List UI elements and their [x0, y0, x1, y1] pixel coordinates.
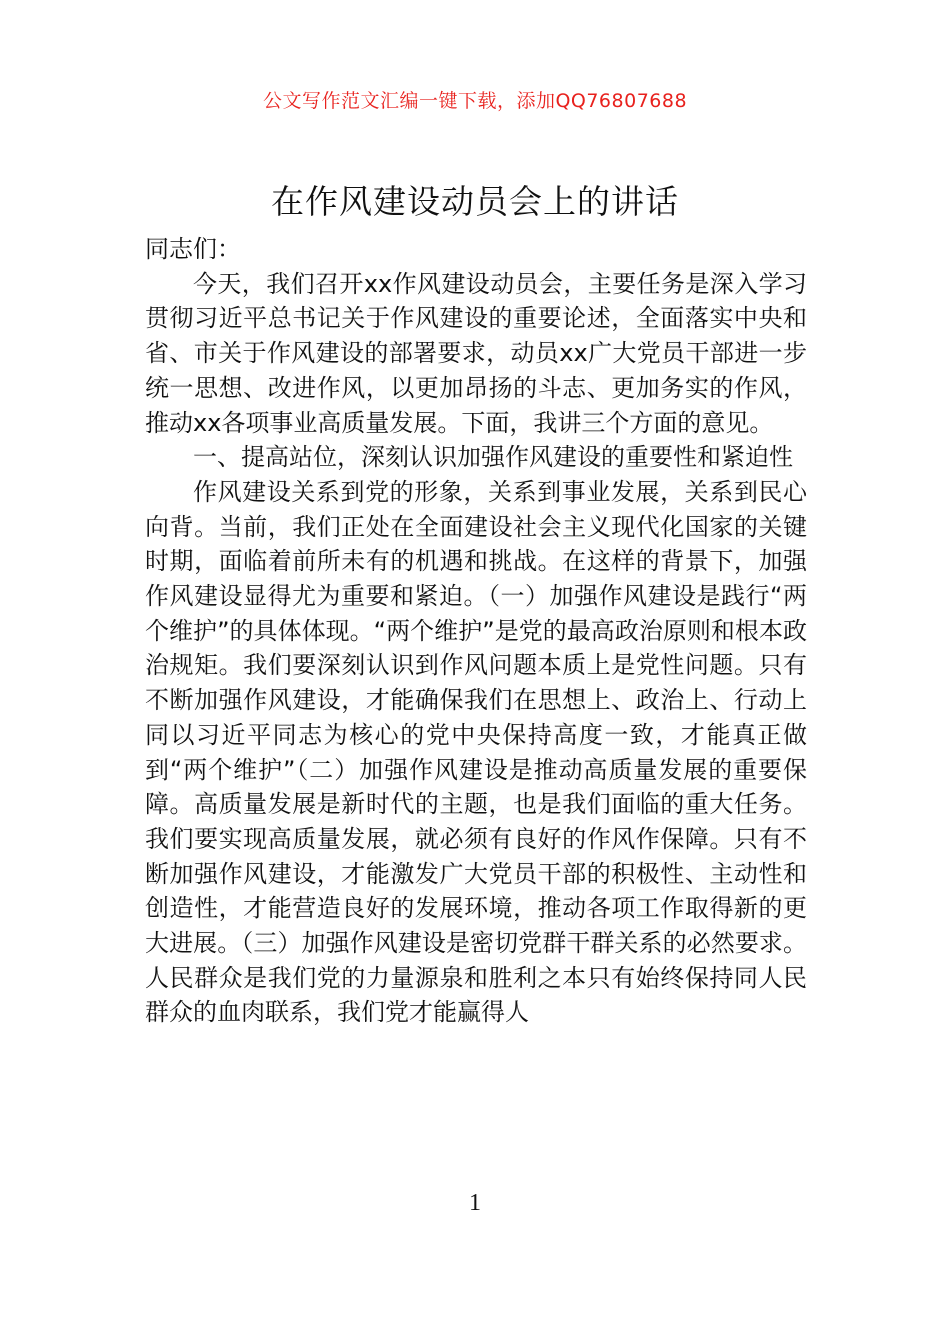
header-download-note: 公文写作范文汇编一键下载，添加QQ76807688 [262, 90, 688, 112]
section-heading-1: 一、提高站位，深刻认识加强作风建设的重要性和紧迫性 [193, 443, 793, 472]
salutation: 同志们： [145, 235, 241, 263]
paragraph-intro: 今天，我们召开xx作风建设动员会，主要任务是深入学习贯彻习近平总书记关于作风建设的重要论述，全面落实中央和省、市关于作风建设的部署要求，动员xx广大党员干部进一步统一思想、改进作风，以更加昂扬的斗志、更加务实的作风，推动xx各项事业高质量发展。下面，我讲三个方面的意见。 [145, 269, 807, 437]
page-number: 1 [469, 1190, 481, 1216]
document-title: 在作风建设动员会上的讲话 [271, 182, 679, 221]
paragraph-section-1: 作风建设关系到党的形象，关系到事业发展，关系到民心向背。当前，我们正处在全面建设社会主义现代化国家的关键时期，面临着前所未有的机遇和挑战。在这样的背景下，加强作风建设显得尤为重要和紧迫。（一）加强作风建设是践行“两个维护”的具体体现。“两个维护”是党的最高政治原则和根本政治规矩。我们要深刻认识到作风问题本质上是党性问题。只有不断加强作风建设，才能确保我们在思想上、政治上、行动上同以习近平同志为核心的党中央保持高度一致，才能真正做到“两个维护”（二）加强作风建设是推动高质量发展的重要保障。高质量发展是新时代的主题，也是我们面临的重大任务。我们要实现高质量发展，就必须有良好的作风作保障。只有不断加强作风建设，才能激发广大党员干部的积极性、主动性和创造性，才能营造良好的发展环境，推动各项工作取得新的更大进展。（三）加强作风建设是密切党群干群关系的必然要求。人民群众是我们党的力量源泉和胜利之本只有始终保持同人民群众的血肉联系，我们党才能赢得人 [145, 477, 807, 1027]
document-body [145, 232, 807, 1030]
